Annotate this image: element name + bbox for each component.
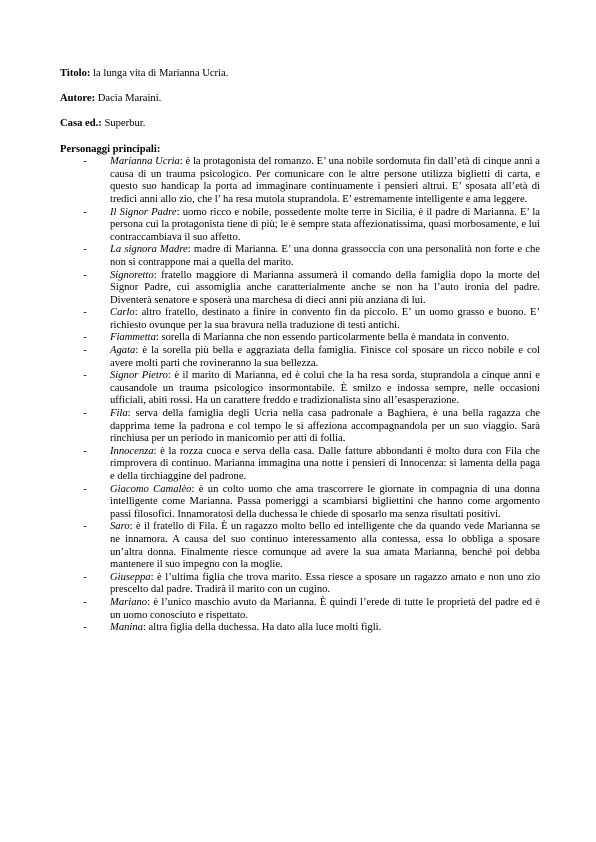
list-item [60, 332, 540, 345]
author-field [60, 93, 540, 106]
character-description [110, 597, 540, 622]
character-text: : è la rozza cuoca e serva della casa. Dalle fatture abbondanti è molto dura con Fila che rimprovera di continuo. Marianna immagina una notte i pensieri di Innocenza: si lamenta della paga e della tirchiaggine del padrone. [110, 445, 540, 482]
list-dash: - [83, 521, 87, 533]
publisher-label: Casa ed.: [60, 118, 102, 130]
character-text: : è l’unico maschio avuto da Marianna. È quindi l’erede di tutte le proprietà del padre ed è un uomo conosciuto e rispettato. [110, 596, 540, 621]
character-text: : è il fratello di Fila. È un ragazzo molto bello ed intelligente che da quando vede Marianna se ne innamora. A causa del suo continuo interessamento alla contessa, essa lo obbliga a sposare un’altra donna. Finalmente riesce comunque ad avere la sua amata Marianna, benché poi debba mantenere il suo impegno con la moglie. [110, 521, 540, 571]
character-text: : è un colto uomo che ama trascorrere le giornate in compagnia di una donna intelligente come Marianna. Passa pomeriggi a scambiarsi bigliettini che hanno come argomento passi filosofici. Innamoratosi della duchessa le chiede di sposarlo ma senza risultati positivi. [110, 483, 540, 520]
list-item [60, 207, 540, 245]
author-label: Autore: [60, 93, 96, 105]
publisher-value: Superbur. [101, 118, 146, 130]
character-description [110, 572, 540, 597]
character-text: : altra figlia della duchessa. Ha dato alla luce molti figli. [142, 622, 382, 634]
character-description [110, 408, 540, 446]
title-value: la lunga vita di Marianna Ucrìa. [90, 68, 229, 79]
character-name: Giacomo Camalèo [110, 483, 192, 495]
character-description [110, 622, 540, 635]
character-description [110, 332, 540, 345]
character-text: : è il marito di Marianna, ed è colui che la ha resa sorda, stuprandola a cinque anni e causandole un trauma psicologico insormontabile. È smilzo e indossa sempre, nelle occasioni ufficiali, abiti rossi. Ha un carattere freddo e tradizionalista sino all’esasperazione. [110, 370, 540, 407]
list-item [60, 484, 540, 522]
character-name: Fila [110, 408, 128, 420]
list-item [60, 345, 540, 370]
character-name: Giuseppa [110, 571, 151, 583]
list-item [60, 270, 540, 308]
list-item [60, 597, 540, 622]
list-item [60, 622, 540, 635]
publisher-field [60, 118, 540, 131]
list-dash: - [83, 156, 87, 168]
list-dash: - [83, 244, 87, 256]
character-description [110, 521, 540, 571]
character-description [110, 345, 540, 370]
document-page [60, 68, 540, 635]
list-item [60, 521, 540, 571]
list-dash: - [83, 307, 87, 319]
character-description [110, 270, 540, 308]
character-name: Signor Pietro [110, 370, 168, 382]
character-name: Mariano [110, 596, 148, 608]
character-text: : è la protagonista del romanzo. E’ una nobile sordomuta fin dall’età di cinque anni a causa di un trauma psicologico. Per comunicare con le altre persone utilizza biglietti di carta, e questo suo handicap la porta ad immaginare continuamente i pensieri altrui. E’ sposata all’età di tredici anni allo zio, che l’ ha resa mutola stuprandola. E’ estremamente intelligente e ama leggere. [110, 156, 540, 205]
list-dash: - [83, 408, 87, 420]
character-text: : sorella di Marianna che non essendo particolarmente bella è mandata in convento. [155, 332, 510, 344]
character-name: Agata [110, 345, 136, 357]
character-name: Saro [110, 521, 130, 533]
list-dash: - [83, 269, 87, 281]
character-description [110, 484, 540, 522]
character-text: : serva della famiglia degli Ucrìa nella casa padronale a Baghiera, è una bella ragazza che dapprima teme la padrona e col tempo le si affeziona accompagnandola per un suo viaggio. Sarà rinchiusa per un periodo in manicomio per atti di follia. [110, 408, 540, 445]
list-dash: - [83, 571, 87, 583]
character-description [110, 207, 540, 245]
character-text: : è l’ultima figlia che trova marito. Essa riesce a sposare un ragazzo amato e non uno zio prescelto dal padre. Tradirà il marito con un cugino. [110, 571, 540, 596]
character-name: Signoretto [110, 269, 154, 281]
list-item [60, 572, 540, 597]
character-text: : uomo ricco e nobile, possedente molte terre in Sicilia, è il padre di Marianna. E’ la persona cui la protagonista tiene di più; le è sempre stata affezionatissima, quasi morbosamente, e lui contraccambiava il suo affetto. [110, 206, 540, 243]
character-name: La signora Madre [110, 244, 188, 256]
list-dash: - [83, 206, 87, 218]
character-name: Innocenza [110, 445, 154, 457]
characters-list [60, 156, 540, 635]
character-description [110, 370, 540, 408]
character-description [110, 446, 540, 484]
character-description [110, 244, 540, 269]
character-description [110, 156, 540, 206]
character-text: : madre di Marianna. E’ una donna grassoccia con una personalità non forte e che non si contrappone mai a quella del marito. [110, 244, 540, 268]
list-dash: - [83, 483, 87, 495]
character-name: Marianna Ucrìa [110, 156, 180, 168]
list-item [60, 446, 540, 484]
list-item [60, 244, 540, 269]
characters-heading: Personaggi principali: [60, 143, 161, 155]
character-name: Fiammetta [110, 332, 156, 344]
character-name: Il Signor Padre [110, 206, 177, 218]
character-text: : altro fratello, destinato a finire in convento fin da piccolo. E’ un uomo grasso e buono. E’ richiesto ovunque per la sua bravura nella traduzione di testi antichi. [110, 307, 540, 331]
title-label: Titolo: [60, 68, 91, 79]
list-dash: - [83, 370, 87, 382]
list-dash: - [83, 596, 87, 608]
list-item [60, 156, 540, 206]
character-name: Manina [110, 622, 143, 634]
list-item [60, 370, 540, 408]
list-dash: - [83, 332, 87, 344]
list-dash: - [83, 622, 87, 634]
author-value: Dacia Maraini. [95, 93, 162, 105]
list-item [60, 408, 540, 446]
character-text: : è la sorella più bella e aggraziata della famiglia. Finisce col sposare un ricco nobile e col avere molti parti che rovineranno la sua bellezza. [110, 345, 540, 369]
title-field [60, 68, 540, 81]
character-description [110, 307, 540, 332]
list-dash: - [83, 445, 87, 457]
list-dash: - [83, 345, 87, 357]
list-item [60, 307, 540, 332]
character-text: : fratello maggiore di Marianna assumerà il comando della famiglia dopo la morte del Signor Padre, cui assomiglia anche caratterialmente anche se non ha l’auto ironia del padre. Diventerà senatore e sposerà una marchesa di dieci anni più anziana di lui. [110, 269, 540, 306]
character-name: Carlo [110, 307, 135, 319]
